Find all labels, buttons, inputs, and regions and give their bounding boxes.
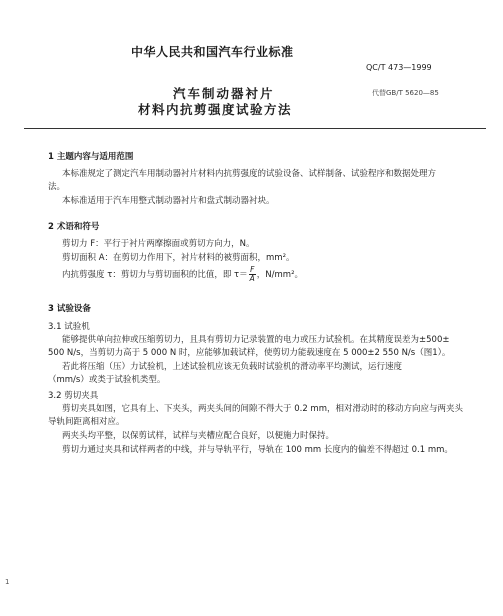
subsection-3-2-line-3: 两夹头均平整，以保剪试样，试样与夹槽应配合良好，以便施力时保持。 — [62, 431, 335, 441]
definition-shear-strength — [62, 266, 303, 283]
definition-shear-area: 剪切面积 A：在剪切力作用下，衬片材料的被剪面积，mm²。 — [62, 253, 295, 263]
section-3-heading: 3 试验设备 — [48, 304, 91, 314]
standard-category: 中华人民共和国汽车行业标准 — [131, 45, 294, 59]
section-1-paragraph-2: 本标准适用于汽车用整式制动器衬片和盘式制动器衬块。 — [62, 196, 275, 206]
formula-suffix: ，N/mm²。 — [256, 270, 303, 280]
formula-prefix: 内抗剪强度 τ：剪切力与剪切面积的比值，即 τ＝ — [62, 270, 248, 280]
subsection-3-1-line-4: （mm/s）或类于试验机类型。 — [48, 375, 166, 385]
subsection-3-1-line-3: 若此将压缩（压）力试验机，上述试验机应该无负载时试验机的滑动率平均测试，运行速度 — [62, 362, 403, 372]
subsection-3-1-line-1: 能够提供单向拉伸或压缩剪切力，且具有剪切力记录装置的电力或压力试验机。在其精度误差为±500± — [62, 335, 450, 345]
section-1-paragraph-1-cont: 法。 — [48, 182, 66, 192]
section-2-heading: 2 术语和符号 — [48, 222, 100, 232]
standard-code: QC/T 473—1999 — [366, 63, 432, 72]
subsection-3-2-line-2: 导轨间距离相对应。 — [48, 417, 125, 427]
section-1-heading: 1 主题内容与适用范围 — [48, 152, 134, 162]
document-title-line1: 汽车制动器衬片 — [173, 86, 275, 101]
subsection-3-2-heading: 3.2 剪切夹具 — [48, 391, 99, 401]
definition-shear-force: 剪切力 F：平行于衬片两摩擦面或剪切方向力，N。 — [62, 239, 255, 249]
subsection-3-2-line-1: 剪切夹具如图，它具有上、下夹头，两夹头间的间隙不得大于 0.2 mm，相对滑动时的移动方向应与两夹头 — [62, 404, 463, 414]
subsection-3-1-line-2: 500 N/s，当剪切力高于 5 000 N 时，应能够加载试样，使剪切力能载速度在 5 000±2 550 N/s（图1）。 — [48, 348, 451, 358]
formula-denominator: A — [249, 274, 255, 283]
replaces-standard: 代替GB/T 5620—85 — [372, 89, 439, 97]
page-corner-mark: 1 — [5, 578, 10, 586]
section-1-paragraph-1: 本标准规定了测定汽车用制动器衬片材料内抗剪强度的试验设备、试样制备、试验程序和数据处理方 — [62, 169, 437, 179]
formula-numerator: F — [250, 265, 255, 274]
header-divider — [24, 128, 486, 129]
formula-fraction — [249, 266, 256, 283]
subsection-3-2-line-4: 剪切力通过夹具和试样两者的中线，并与导轨平行，导轨在 100 mm 长度内的偏差不得超过 0.1 mm。 — [62, 445, 453, 455]
subsection-3-1-heading: 3.1 试验机 — [48, 322, 90, 332]
document-title-line2: 材料内抗剪强度试验方法 — [138, 102, 293, 117]
